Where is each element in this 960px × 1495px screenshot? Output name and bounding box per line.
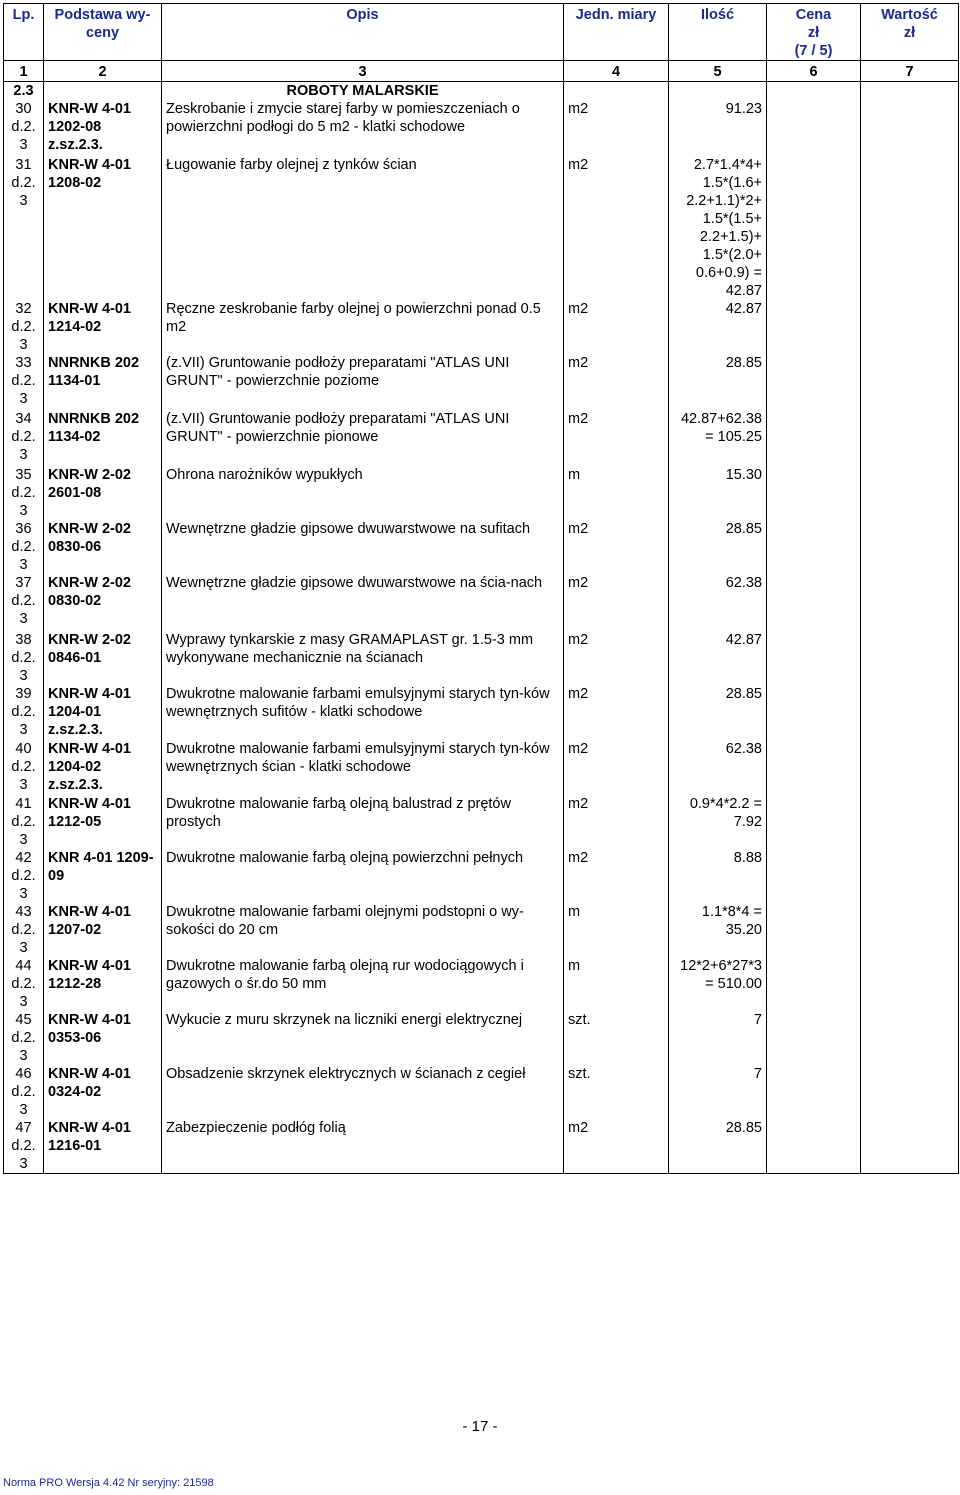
table-row (4, 1011, 959, 1065)
item-description: (z.VII) Gruntowanie podłoży preparatami "ATLAS UNI GRUNT" - powierzchnie pionowe (162, 410, 564, 466)
item-quantity: 28.85 (669, 520, 767, 574)
item-unit: m2 (564, 740, 669, 795)
table-row (4, 795, 959, 849)
item-description: Ługowanie farby olejnej z tynków ścian (162, 156, 564, 300)
item-base: KNR-W 4-01 1216-01 (44, 1119, 162, 1174)
item-price (767, 631, 861, 685)
item-lp: 32 d.2. 3 (4, 300, 44, 354)
header-opis: Opis (162, 4, 564, 61)
table-row (4, 849, 959, 903)
item-unit: m2 (564, 354, 669, 410)
item-lp: 40 d.2. 3 (4, 740, 44, 795)
item-base: KNR-W 4-01 1202-08 z.sz.2.3. (44, 100, 162, 156)
item-unit: szt. (564, 1011, 669, 1065)
item-description: Dwukrotne malowanie farbami emulsyjnymi starych tyn-ków wewnętrznych ścian - klatki schodowe (162, 740, 564, 795)
item-unit: m2 (564, 574, 669, 631)
item-value (861, 631, 959, 685)
item-description: Dwukrotne malowanie farbą olejną powierzchni pełnych (162, 849, 564, 903)
item-base: KNR-W 4-01 1214-02 (44, 300, 162, 354)
table-row (4, 156, 959, 300)
section-lp: 2.3 (4, 82, 44, 101)
software-footer: Norma PRO Wersja 4.42 Nr seryjny: 21598 (3, 1477, 214, 1489)
item-quantity: 28.85 (669, 1119, 767, 1174)
item-quantity: 8.88 (669, 849, 767, 903)
item-lp: 30 d.2. 3 (4, 100, 44, 156)
header-qty: Ilość (669, 4, 767, 61)
item-value (861, 740, 959, 795)
item-price (767, 354, 861, 410)
item-lp: 35 d.2. 3 (4, 466, 44, 520)
item-price (767, 520, 861, 574)
column-number: 4 (564, 61, 669, 82)
column-number-row (4, 61, 959, 82)
column-number: 6 (767, 61, 861, 82)
item-price (767, 903, 861, 957)
item-price (767, 685, 861, 740)
item-quantity: 62.38 (669, 740, 767, 795)
item-value (861, 1011, 959, 1065)
item-lp: 36 d.2. 3 (4, 520, 44, 574)
item-unit: szt. (564, 1065, 669, 1119)
table-row (4, 574, 959, 631)
item-unit: m2 (564, 795, 669, 849)
header-price: Cena zł (7 / 5) (767, 4, 861, 61)
item-lp: 38 d.2. 3 (4, 631, 44, 685)
item-lp: 34 d.2. 3 (4, 410, 44, 466)
item-value (861, 156, 959, 300)
item-price (767, 574, 861, 631)
item-description: Obsadzenie skrzynek elektrycznych w ścianach z cegieł (162, 1065, 564, 1119)
column-number: 5 (669, 61, 767, 82)
item-unit: m (564, 903, 669, 957)
empty-cell (861, 82, 959, 101)
table-row (4, 1119, 959, 1174)
item-quantity: 15.30 (669, 466, 767, 520)
item-description: Dwukrotne malowanie farbami emulsyjnymi starych tyn-ków wewnętrznych sufitów - klatki schodowe (162, 685, 564, 740)
item-base: KNR-W 2-02 0830-02 (44, 574, 162, 631)
item-price (767, 795, 861, 849)
item-price (767, 1119, 861, 1174)
item-value (861, 300, 959, 354)
column-number: 3 (162, 61, 564, 82)
item-price (767, 466, 861, 520)
item-quantity: 42.87 (669, 631, 767, 685)
item-price (767, 410, 861, 466)
header-unit: Jedn. miary (564, 4, 669, 61)
item-value (861, 100, 959, 156)
item-quantity: 7 (669, 1011, 767, 1065)
section-row (4, 82, 959, 101)
empty-cell (44, 82, 162, 101)
item-lp: 37 d.2. 3 (4, 574, 44, 631)
item-value (861, 354, 959, 410)
item-base: KNR-W 4-01 0353-06 (44, 1011, 162, 1065)
item-lp: 39 d.2. 3 (4, 685, 44, 740)
item-unit: m2 (564, 100, 669, 156)
column-number: 7 (861, 61, 959, 82)
table-row (4, 410, 959, 466)
item-unit: m2 (564, 685, 669, 740)
item-description: Zeskrobanie i zmycie starej farby w pomieszczeniach o powierzchni podłogi do 5 m2 - klatki schodowe (162, 100, 564, 156)
item-description: Wewnętrzne gładzie gipsowe dwuwarstwowe na ścia-nach (162, 574, 564, 631)
item-price (767, 1011, 861, 1065)
item-unit: m (564, 957, 669, 1011)
empty-cell (669, 82, 767, 101)
item-lp: 45 d.2. 3 (4, 1011, 44, 1065)
item-unit: m2 (564, 156, 669, 300)
item-value (861, 466, 959, 520)
item-quantity: 2.7*1.4*4+ 1.5*(1.6+ 2.2+1.1)*2+ 1.5*(1.5+ 2.2+1.5)+ 1.5*(2.0+ 0.6+0.9) = 42.87 (669, 156, 767, 300)
item-price (767, 156, 861, 300)
item-price (767, 1065, 861, 1119)
item-description: (z.VII) Gruntowanie podłoży preparatami "ATLAS UNI GRUNT" - powierzchnie poziome (162, 354, 564, 410)
table-row (4, 631, 959, 685)
item-lp: 44 d.2. 3 (4, 957, 44, 1011)
item-value (861, 520, 959, 574)
item-price (767, 740, 861, 795)
item-unit: m2 (564, 1119, 669, 1174)
item-description: Wykucie z muru skrzynek na liczniki energi elektrycznej (162, 1011, 564, 1065)
item-value (861, 1065, 959, 1119)
item-quantity: 28.85 (669, 354, 767, 410)
item-quantity: 28.85 (669, 685, 767, 740)
item-price (767, 957, 861, 1011)
item-value (861, 903, 959, 957)
item-base: KNR-W 4-01 1212-05 (44, 795, 162, 849)
item-base: KNR-W 2-02 2601-08 (44, 466, 162, 520)
item-base: KNR-W 4-01 1207-02 (44, 903, 162, 957)
item-base: KNR-W 2-02 0830-06 (44, 520, 162, 574)
item-price (767, 100, 861, 156)
item-quantity: 7 (669, 1065, 767, 1119)
section-title: ROBOTY MALARSKIE (162, 82, 564, 101)
item-lp: 43 d.2. 3 (4, 903, 44, 957)
item-base: KNR 4-01 1209- 09 (44, 849, 162, 903)
table-row (4, 100, 959, 156)
item-lp: 41 d.2. 3 (4, 795, 44, 849)
item-quantity: 12*2+6*27*3 = 510.00 (669, 957, 767, 1011)
item-value (861, 1119, 959, 1174)
item-unit: m2 (564, 849, 669, 903)
table-row (4, 520, 959, 574)
table-row (4, 466, 959, 520)
item-base: KNR-W 4-01 1208-02 (44, 156, 162, 300)
table-header-row (4, 4, 959, 61)
item-unit: m2 (564, 631, 669, 685)
item-lp: 33 d.2. 3 (4, 354, 44, 410)
item-quantity: 1.1*8*4 = 35.20 (669, 903, 767, 957)
cost-estimate-page (3, 3, 958, 1174)
item-price (767, 849, 861, 903)
item-base: NNRNKB 202 1134-01 (44, 354, 162, 410)
item-unit: m2 (564, 300, 669, 354)
item-description: Ręczne zeskrobanie farby olejnej o powierzchni ponad 0.5 m2 (162, 300, 564, 354)
item-base: NNRNKB 202 1134-02 (44, 410, 162, 466)
item-unit: m2 (564, 410, 669, 466)
item-value (861, 957, 959, 1011)
item-value (861, 849, 959, 903)
empty-cell (767, 82, 861, 101)
header-base: Podstawa wy- ceny (44, 4, 162, 61)
item-unit: m2 (564, 520, 669, 574)
table-row (4, 300, 959, 354)
table-row (4, 903, 959, 957)
item-base: KNR-W 4-01 1204-02 z.sz.2.3. (44, 740, 162, 795)
item-quantity: 62.38 (669, 574, 767, 631)
item-value (861, 574, 959, 631)
header-value: Wartość zł (861, 4, 959, 61)
cost-estimate-table (3, 3, 959, 1174)
column-number: 1 (4, 61, 44, 82)
item-description: Zabezpieczenie podłóg folią (162, 1119, 564, 1174)
item-quantity: 91.23 (669, 100, 767, 156)
column-number: 2 (44, 61, 162, 82)
table-row (4, 685, 959, 740)
item-lp: 46 d.2. 3 (4, 1065, 44, 1119)
item-unit: m (564, 466, 669, 520)
item-lp: 31 d.2. 3 (4, 156, 44, 300)
table-row (4, 957, 959, 1011)
item-value (861, 685, 959, 740)
page-number: - 17 - (462, 1418, 498, 1435)
item-price (767, 300, 861, 354)
item-quantity: 0.9*4*2.2 = 7.92 (669, 795, 767, 849)
item-quantity: 42.87+62.38 = 105.25 (669, 410, 767, 466)
item-lp: 42 d.2. 3 (4, 849, 44, 903)
empty-cell (564, 82, 669, 101)
item-value (861, 795, 959, 849)
item-description: Dwukrotne malowanie farbami olejnymi podstopni o wy-sokości do 20 cm (162, 903, 564, 957)
item-description: Ohrona narożników wypukłych (162, 466, 564, 520)
item-lp: 47 d.2. 3 (4, 1119, 44, 1174)
item-base: KNR-W 2-02 0846-01 (44, 631, 162, 685)
item-base: KNR-W 4-01 1204-01 z.sz.2.3. (44, 685, 162, 740)
item-description: Wewnętrzne gładzie gipsowe dwuwarstwowe na sufitach (162, 520, 564, 574)
table-row (4, 740, 959, 795)
item-base: KNR-W 4-01 0324-02 (44, 1065, 162, 1119)
item-description: Dwukrotne malowanie farbą olejną rur wodociągowych i gazowych o śr.do 50 mm (162, 957, 564, 1011)
item-quantity: 42.87 (669, 300, 767, 354)
table-row (4, 1065, 959, 1119)
item-base: KNR-W 4-01 1212-28 (44, 957, 162, 1011)
item-description: Wyprawy tynkarskie z masy GRAMAPLAST gr. 1.5-3 mm wykonywane mechanicznie na ścianach (162, 631, 564, 685)
table-row (4, 354, 959, 410)
item-description: Dwukrotne malowanie farbą olejną balustrad z prętów prostych (162, 795, 564, 849)
item-value (861, 410, 959, 466)
header-lp: Lp. (4, 4, 44, 61)
